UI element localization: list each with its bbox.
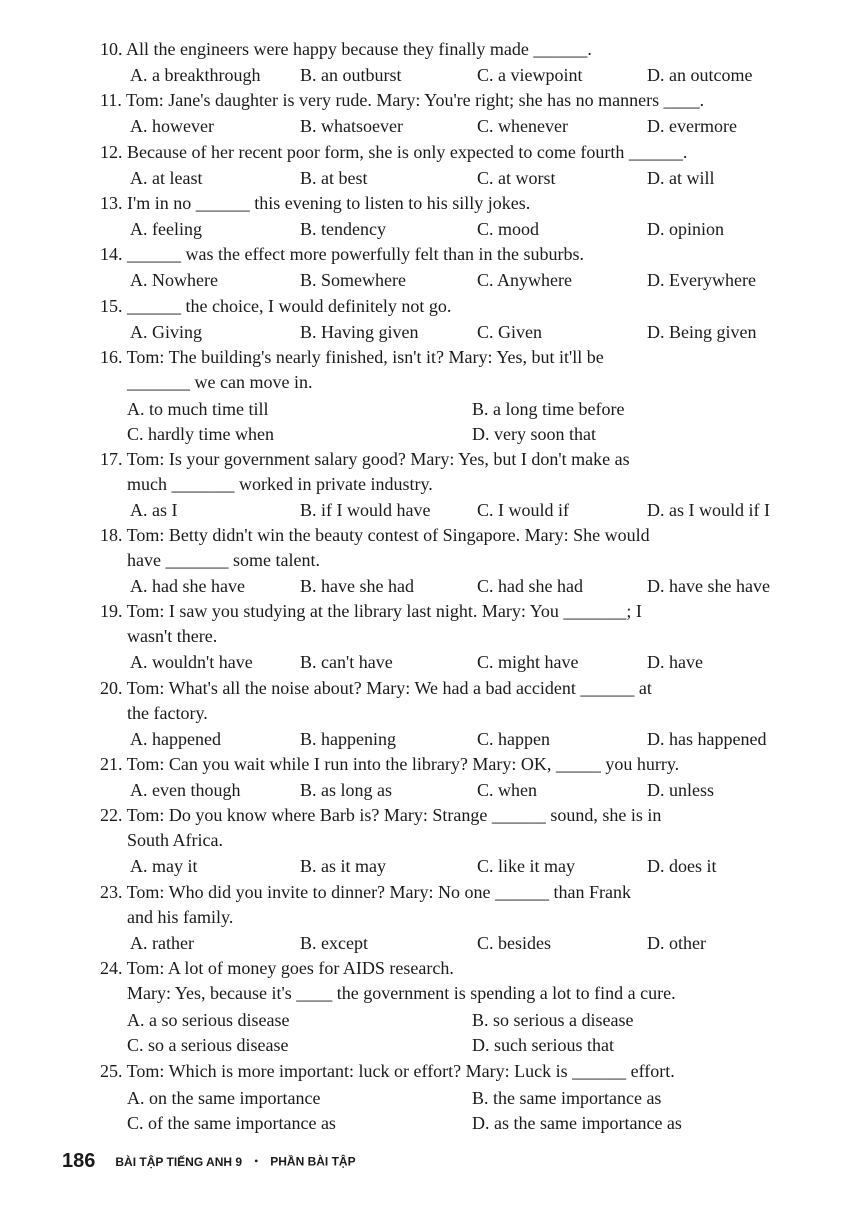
- question-stem: 19. Tom: I saw you studying at the library last night. Mary: You _______; I: [100, 601, 642, 621]
- answer-option: D. unless: [647, 780, 714, 800]
- answer-option: C. when: [477, 780, 537, 800]
- question-stem: 18. Tom: Betty didn't win the beauty contest of Singapore. Mary: She would: [100, 525, 650, 545]
- answer-option: B. can't have: [300, 652, 393, 672]
- question-stem: 11. Tom: Jane's daughter is very rude. Mary: You're right; she has no manners ____.: [100, 90, 705, 110]
- question-stem-continued: and his family.: [127, 907, 234, 927]
- answer-option: C. of the same importance as: [127, 1113, 336, 1133]
- answer-option: B. the same importance as: [472, 1088, 662, 1108]
- answer-option: C. mood: [477, 219, 540, 239]
- answer-option: D. as I would if I: [647, 500, 770, 520]
- question-stem-continued: Mary: Yes, because it's ____ the government is spending a lot to find a cure.: [127, 983, 676, 1003]
- question-stem: 22. Tom: Do you know where Barb is? Mary: Strange ______ sound, she is in: [100, 805, 662, 825]
- question-stem: 20. Tom: What's all the noise about? Mary: We had a bad accident ______ at: [100, 678, 652, 698]
- answer-option: D. evermore: [647, 116, 737, 136]
- answer-option: D. have: [647, 652, 703, 672]
- answer-option: A. a breakthrough: [130, 65, 261, 85]
- answer-option: D. other: [647, 933, 706, 953]
- answer-option: A. to much time till: [127, 399, 269, 419]
- question-stem: 25. Tom: Which is more important: luck or effort? Mary: Luck is ______ effort.: [100, 1061, 675, 1081]
- question-stem-continued: much _______ worked in private industry.: [127, 474, 433, 494]
- question-stem: 21. Tom: Can you wait while I run into the library? Mary: OK, _____ you hurry.: [100, 754, 680, 774]
- answer-option: A. happened: [130, 729, 221, 749]
- question-stem-continued: the factory.: [127, 703, 208, 723]
- answer-option: A. as I: [130, 500, 178, 520]
- answer-option: B. if I would have: [300, 500, 431, 520]
- question-stem: 17. Tom: Is your government salary good? Mary: Yes, but I don't make as: [100, 449, 630, 469]
- answer-option: B. except: [300, 933, 368, 953]
- answer-option: A. had she have: [130, 576, 245, 596]
- answer-option: B. as long as: [300, 780, 392, 800]
- answer-option: B. at best: [300, 168, 368, 188]
- answer-option: B. tendency: [300, 219, 386, 239]
- answer-option: C. I would if: [477, 500, 569, 520]
- answer-option: D. does it: [647, 856, 717, 876]
- answer-option: D. opinion: [647, 219, 725, 239]
- question-stem: 14. ______ was the effect more powerfully felt than in the suburbs.: [100, 244, 585, 264]
- answer-option: A. Giving: [130, 322, 202, 342]
- question-stem: 12. Because of her recent poor form, she is only expected to come fourth ______.: [100, 142, 688, 162]
- question-stem-continued: have _______ some talent.: [127, 550, 320, 570]
- answer-option: D. an outcome: [647, 65, 753, 85]
- answer-option: D. as the same importance as: [472, 1113, 682, 1133]
- answer-option: B. Having given: [300, 322, 419, 342]
- question-stem: 23. Tom: Who did you invite to dinner? Mary: No one ______ than Frank: [100, 882, 632, 902]
- answer-option: A. rather: [130, 933, 194, 953]
- answer-option: C. a viewpoint: [477, 65, 583, 85]
- question-stem: 13. I'm in no ______ this evening to listen to his silly jokes.: [100, 193, 531, 213]
- answer-option: C. had she had: [477, 576, 583, 596]
- book-title: BÀI TẬP TIẾNG ANH 9: [115, 1154, 243, 1169]
- question-stem-continued: wasn't there.: [127, 626, 218, 646]
- section-title: PHẦN BÀI TẬP: [270, 1154, 356, 1169]
- answer-option: A. wouldn't have: [130, 652, 253, 672]
- answer-option: C. besides: [477, 933, 551, 953]
- answer-option: A. on the same importance: [127, 1088, 321, 1108]
- answer-option: D. Being given: [647, 322, 757, 342]
- footer-bullet: •: [254, 1154, 259, 1168]
- answer-option: A. may it: [130, 856, 198, 876]
- answer-option: B. Somewhere: [300, 270, 406, 290]
- question-stem: 15. ______ the choice, I would definitely not go.: [100, 296, 452, 316]
- answer-option: C. hardly time when: [127, 424, 274, 444]
- answer-option: C. at worst: [477, 168, 556, 188]
- answer-option: D. Everywhere: [647, 270, 756, 290]
- answer-option: D. very soon that: [472, 424, 596, 444]
- answer-option: D. has happened: [647, 729, 767, 749]
- answer-option: D. such serious that: [472, 1035, 614, 1055]
- answer-option: B. whatsoever: [300, 116, 403, 136]
- page-footer: [62, 1150, 356, 1180]
- answer-option: C. so a serious disease: [127, 1035, 289, 1055]
- answer-option: B. a long time before: [472, 399, 625, 419]
- answer-option: A. a so serious disease: [127, 1010, 290, 1030]
- answer-option: C. might have: [477, 652, 579, 672]
- page-number: 186: [62, 1150, 96, 1172]
- answer-option: B. have she had: [300, 576, 414, 596]
- answer-option: B. an outburst: [300, 65, 402, 85]
- answer-option: D. at will: [647, 168, 715, 188]
- question-stem: 10. All the engineers were happy because they finally made ______.: [100, 39, 592, 59]
- answer-option: B. as it may: [300, 856, 386, 876]
- answer-option: B. so serious a disease: [472, 1010, 634, 1030]
- answer-option: D. have she have: [647, 576, 770, 596]
- answer-option: A. at least: [130, 168, 203, 188]
- answer-option: C. whenever: [477, 116, 568, 136]
- answer-option: A. even though: [130, 780, 241, 800]
- answer-option: B. happening: [300, 729, 396, 749]
- answer-option: A. however: [130, 116, 214, 136]
- answer-option: A. feeling: [130, 219, 202, 239]
- question-stem: 16. Tom: The building's nearly finished, isn't it? Mary: Yes, but it'll be: [100, 347, 604, 367]
- answer-option: C. Given: [477, 322, 542, 342]
- question-stem-continued: South Africa.: [127, 830, 223, 850]
- question-stem: 24. Tom: A lot of money goes for AIDS research.: [100, 958, 454, 978]
- answer-option: C. happen: [477, 729, 550, 749]
- question-stem-continued: _______ we can move in.: [127, 372, 313, 392]
- answer-option: C. Anywhere: [477, 270, 572, 290]
- answer-option: C. like it may: [477, 856, 575, 876]
- answer-option: A. Nowhere: [130, 270, 218, 290]
